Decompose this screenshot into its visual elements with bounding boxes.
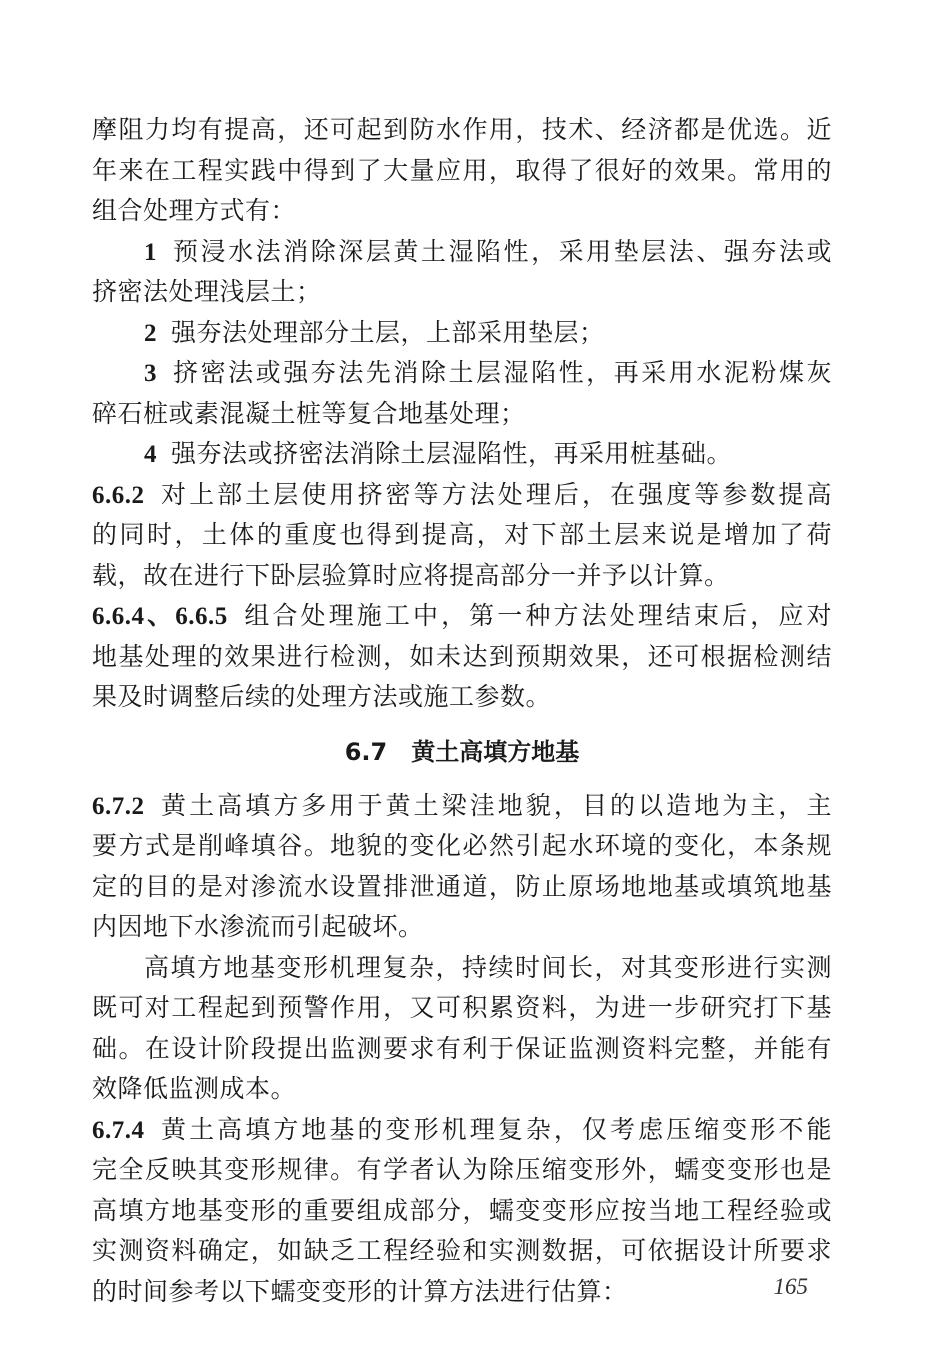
list-number: 2	[144, 319, 157, 347]
clause-text: 黄土高填方地基的变形机理复杂，仅考虑压缩变形不能	[158, 1114, 832, 1144]
list-text: 预浸水法消除深层黄土湿陷性，采用垫层法、强夯法或	[171, 236, 832, 266]
text-line: 高填方地基变形的重要组成部分，蠕变变形应按当地工程经验或	[92, 1195, 832, 1225]
clause-text: 黄土高填方多用于黄土梁洼地貌，目的以造地为主，主	[158, 790, 832, 820]
text-line: 内因地下水渗流而引起破坏。	[92, 912, 424, 941]
list-item-2	[92, 313, 832, 354]
list-item-4	[92, 434, 832, 475]
text-line: 要方式是削峰填谷。地貌的变化必然引起水环境的变化，本条规	[92, 831, 832, 860]
clause-number: 6.6.4、6.6.5	[92, 603, 228, 630]
text-line: 组合处理方式有：	[92, 196, 297, 225]
section-heading	[92, 732, 832, 772]
text-line: 年来在工程实践中得到了大量应用，取得了很好的效果。常用的	[92, 155, 832, 185]
page-number: 165	[773, 1274, 808, 1299]
clause-number: 6.7.2	[92, 792, 145, 820]
text-line: 地基处理的效果进行检测，如未达到预期效果，还可根据检测结	[92, 641, 832, 671]
list-number: 3	[144, 360, 157, 387]
section-title: 黄土高填方地基	[411, 737, 580, 766]
text-line: 果及时调整后续的处理方法或施工参数。	[92, 682, 552, 711]
clause-text: 对上部土层使用挤密等方法处理后，在强度等参数提高	[158, 479, 832, 509]
list-text: 挤密法或强夯法先消除土层湿陷性，再采用水泥粉煤灰	[171, 358, 832, 387]
clause-6-7-4	[92, 1110, 832, 1151]
text-line: 完全反映其变形规律。有学者认为除压缩变形外，蠕变变形也是	[92, 1155, 832, 1184]
text-line: 的同时，土体的重度也得到提高，对下部土层来说是增加了荷	[92, 520, 832, 549]
text-line: 既可对工程起到预警作用，又可积累资料，为进一步研究打下基	[92, 993, 832, 1022]
text-line: 实测资料确定，如缺乏工程经验和实测数据，可依据设计所要求	[92, 1236, 832, 1265]
text-line: 碎石桩或素混凝土桩等复合地基处理；	[92, 398, 526, 428]
text-line: 础。在设计阶段提出监测要求有利于保证监测资料完整，并能有	[92, 1033, 832, 1063]
list-number: 1	[144, 238, 157, 266]
clause-text: 组合处理施工中，第一种方法处理结束后，应对	[241, 601, 832, 630]
list-item-3	[92, 353, 832, 394]
list-number: 4	[144, 441, 157, 468]
text-line: 定的目的是对渗流水设置排泄通道，防止原场地地基或填筑地基	[92, 871, 832, 901]
list-text: 强夯法处理部分土层，上部采用垫层；	[171, 317, 605, 347]
clause-number: 6.7.4	[92, 1116, 145, 1144]
text-line: 挤密法处理浅层土；	[92, 277, 322, 306]
text-line: 的时间参考以下蠕变变形的计算方法进行估算：	[92, 1276, 628, 1306]
clause-6-6-2	[92, 475, 832, 516]
text-line: 高填方地基变形机理复杂，持续时间长，对其变形进行实测	[144, 952, 832, 982]
clause-number: 6.6.2	[92, 481, 145, 509]
section-number: 6.7	[344, 737, 388, 766]
text-line: 载，故在进行下卧层验算时应将提高部分一并予以计算。	[92, 560, 730, 590]
text-line: 效降低监测成本。	[92, 1074, 297, 1103]
clause-6-7-2	[92, 786, 832, 827]
document-body	[92, 110, 832, 1312]
clause-6-6-4	[92, 596, 832, 637]
text-line: 摩阻力均有提高，还可起到防水作用，技术、经济都是优选。近	[92, 115, 832, 144]
list-text: 强夯法或挤密法消除土层湿陷性，再采用桩基础。	[171, 439, 733, 468]
list-item-1	[92, 232, 832, 273]
